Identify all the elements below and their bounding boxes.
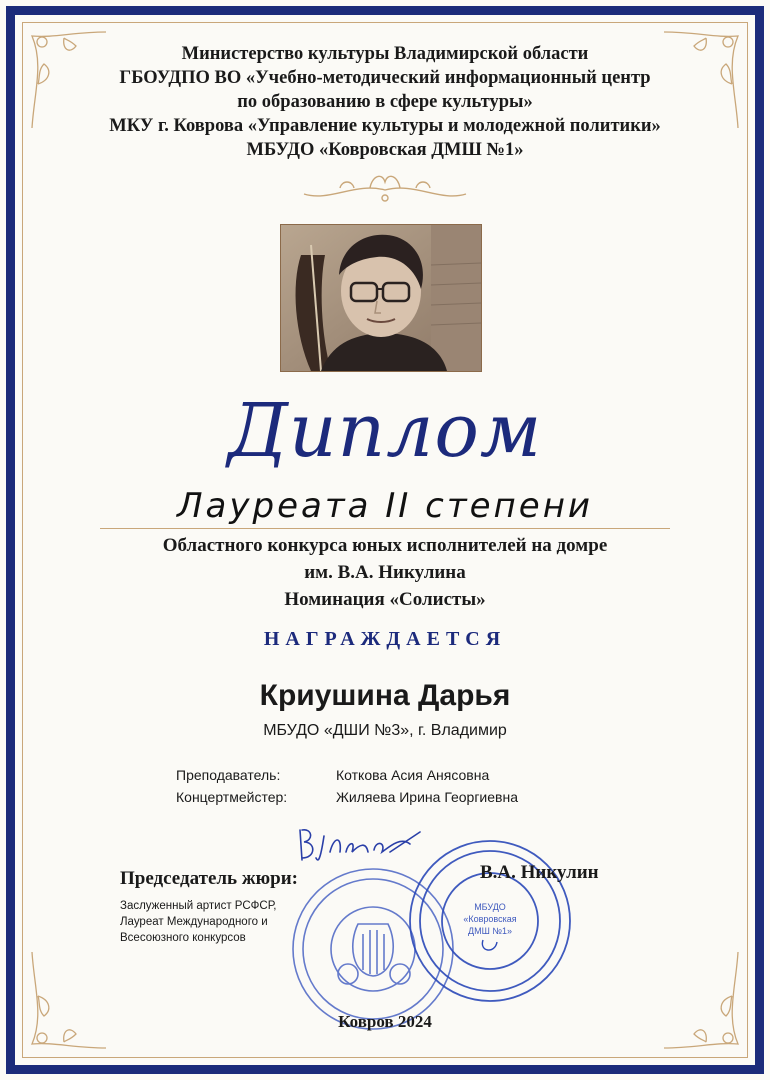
svg-text:МБУДО: МБУДО [474,902,506,912]
teacher-row [176,764,518,786]
jury-chair-label: Председатель жюри: [120,868,298,889]
contest-info [80,532,690,613]
winner-school: МБУДО «ДШИ №3», г. Владимир [263,722,507,739]
jury-credentials [120,898,276,946]
svg-text:«Ковровская: «Ковровская [463,914,517,924]
winner-name: Криушина Дарья [259,679,511,712]
corner-ornament-icon [24,946,114,1056]
portrait-image [281,225,481,371]
teacher-name: Коткова Асия Анясовна [336,767,490,783]
jury-chair-name: В.А. Никулин [480,862,599,883]
portrait-photo [280,224,482,372]
accompanist-name: Жиляева Ирина Георгиевна [336,789,518,805]
header-line: Министерство культуры Владимирской области [181,44,589,64]
staff-list [176,764,518,808]
contest-line: Областного конкурса юных исполнителей на домре [162,535,608,556]
header-line: МКУ г. Коврова «Управление культуры и молодежной политики» [109,116,661,136]
rank-title: Лауреата II степени [176,486,594,526]
flourish-ornament-icon [300,168,470,208]
header-line: по образованию в сфере культуры» [237,92,533,112]
issuer-header [60,42,710,162]
accompanist-row [176,786,518,808]
city-year: Ковров 2024 [338,1012,432,1031]
credentials-line: Всесоюзного конкурсов [120,932,246,944]
credentials-line: Лауреат Международного и [120,916,268,928]
divider-line [100,528,670,529]
diploma-title: Диплом [227,388,543,474]
svg-text:ДМШ №1»: ДМШ №1» [467,926,513,936]
credentials-line: Заслуженный артист РСФСР, [120,900,277,912]
accompanist-label: Концертмейстер: [176,789,288,805]
awarded-label: НАГРАЖДАЕТСЯ [263,628,507,650]
contest-line: им. В.А. Никулина [304,562,466,583]
corner-ornament-icon [656,946,746,1056]
header-line: МБУДО «Ковровская ДМШ №1» [246,140,524,160]
teacher-label: Преподаватель: [176,767,281,783]
contest-nomination: Номинация «Солисты» [284,589,486,610]
header-line: ГБОУДПО ВО «Учебно-методический информационный центр [119,68,651,88]
